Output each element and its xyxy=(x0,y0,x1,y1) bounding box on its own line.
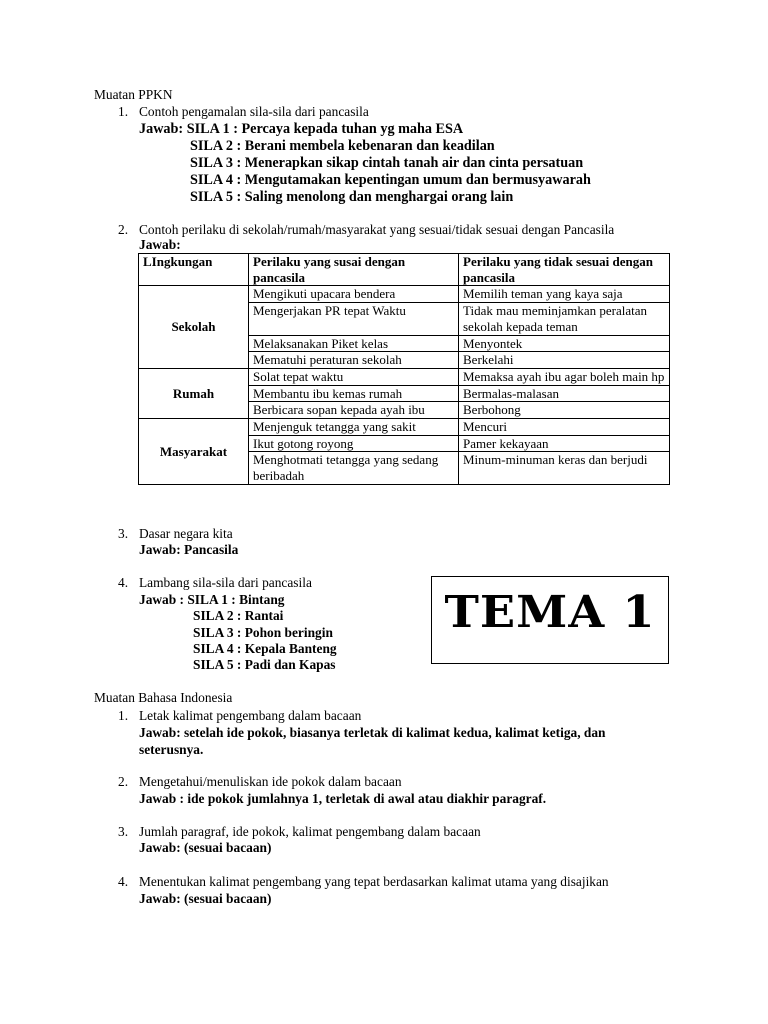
bahasa-q3-question: Jumlah paragraf, ide pokok, kalimat pengembang dalam bacaan xyxy=(139,824,481,839)
table-header: Perilaku yang susai dengan pancasila xyxy=(249,254,459,286)
ppkn-q4-answer-line: SILA 5 : Padi dan Kapas xyxy=(193,657,336,672)
env-cell-sekolah: Sekolah xyxy=(139,286,249,369)
section-heading-ppkn: Muatan PPKN xyxy=(94,87,173,102)
tema-label: TEMA 1 xyxy=(444,587,656,638)
table-row xyxy=(139,419,670,436)
table-cell: Melaksanakan Piket kelas xyxy=(249,335,459,352)
table-header: Perilaku yang tidak sesuai dengan pancasila xyxy=(459,254,670,286)
table-cell: Memilih teman yang kaya saja xyxy=(459,286,670,303)
table-cell: Berbohong xyxy=(459,402,670,419)
table-cell: Mematuhi peraturan sekolah xyxy=(249,352,459,369)
bahasa-q1-answer-line: seterusnya. xyxy=(139,742,204,757)
tema-box xyxy=(431,576,669,664)
ppkn-q3-answer: Jawab: Pancasila xyxy=(139,542,239,557)
ppkn-q4-answer-line: Jawab : SILA 1 : Bintang xyxy=(139,592,285,607)
table-cell: Tidak mau meminjamkan peralatan sekolah kepada teman xyxy=(459,303,670,335)
table-cell: Ikut gotong royong xyxy=(249,435,459,452)
env-cell-rumah: Rumah xyxy=(139,368,249,418)
table-row xyxy=(139,286,670,303)
ppkn-q1-number: 1. xyxy=(118,104,129,119)
ppkn-q4-number: 4. xyxy=(118,575,129,590)
table-cell: Mencuri xyxy=(459,419,670,436)
ppkn-q2-question: Contoh perilaku di sekolah/rumah/masyarakat yang sesuai/tidak sesuai dengan Pancasila xyxy=(139,222,615,237)
bahasa-q1-number: 1. xyxy=(118,708,129,723)
table-cell: Solat tepat waktu xyxy=(249,368,459,385)
ppkn-q1-answer-line: SILA 5 : Saling menolong dan menghargai orang lain xyxy=(190,189,514,205)
table-cell: Membantu ibu kemas rumah xyxy=(249,385,459,402)
table-cell: Mengikuti upacara bendera xyxy=(249,286,459,303)
table-cell: Menghotmati tetangga yang sedang beribadah xyxy=(249,452,459,484)
table-header: LIngkungan xyxy=(139,254,249,286)
bahasa-q3-answer: Jawab: (sesuai bacaan) xyxy=(139,840,272,855)
bahasa-q4-number: 4. xyxy=(118,874,129,889)
bahasa-q4-answer: Jawab: (sesuai bacaan) xyxy=(139,891,272,906)
bahasa-q2-number: 2. xyxy=(118,774,129,789)
bahasa-q1-answer-line: Jawab: setelah ide pokok, biasanya terletak di kalimat kedua, kalimat ketiga, dan xyxy=(139,725,606,740)
ppkn-q3-number: 3. xyxy=(118,526,129,541)
lingkungan-table xyxy=(138,253,670,485)
table-cell: Berkelahi xyxy=(459,352,670,369)
ppkn-q1-question: Contoh pengamalan sila-sila dari pancasila xyxy=(139,104,369,119)
ppkn-q1-answer-line: SILA 3 : Menerapkan sikap cintah tanah air dan cinta persatuan xyxy=(190,155,584,171)
table-cell: Bermalas-malasan xyxy=(459,385,670,402)
ppkn-q4-question: Lambang sila-sila dari pancasila xyxy=(139,575,312,590)
ppkn-q4-answer-line: SILA 3 : Pohon beringin xyxy=(193,625,333,640)
ppkn-q2-number: 2. xyxy=(118,222,129,237)
table-row xyxy=(139,368,670,385)
table-cell: Memaksa ayah ibu agar boleh main hp xyxy=(459,368,670,385)
bahasa-q4-question: Menentukan kalimat pengembang yang tepat berdasarkan kalimat utama yang disajikan xyxy=(139,874,609,889)
env-cell-masyarakat: Masyarakat xyxy=(139,419,249,485)
table-cell: Pamer kekayaan xyxy=(459,435,670,452)
table-cell: Menjenguk tetangga yang sakit xyxy=(249,419,459,436)
ppkn-q1-answer-line: SILA 2 : Berani membela kebenaran dan keadilan xyxy=(190,138,495,154)
ppkn-q4-answer-line: SILA 2 : Rantai xyxy=(193,608,284,623)
table-cell: Mengerjakan PR tepat Waktu xyxy=(249,303,459,335)
ppkn-q3-question: Dasar negara kita xyxy=(139,526,233,541)
bahasa-q2-answer: Jawab : ide pokok jumlahnya 1, terletak di awal atau diakhir paragraf. xyxy=(139,791,547,806)
ppkn-q1-answer-line: SILA 4 : Mengutamakan kepentingan umum dan bermusyawarah xyxy=(190,172,591,188)
ppkn-q1-answer-line: Jawab: SILA 1 : Percaya kepada tuhan yg maha ESA xyxy=(139,121,464,137)
bahasa-q2-question: Mengetahui/menuliskan ide pokok dalam bacaan xyxy=(139,774,402,789)
bahasa-q3-number: 3. xyxy=(118,824,129,839)
table-cell: Menyontek xyxy=(459,335,670,352)
ppkn-q4-answer-line: SILA 4 : Kepala Banteng xyxy=(193,641,337,656)
table-cell: Berbicara sopan kepada ayah ibu xyxy=(249,402,459,419)
bahasa-q1-question: Letak kalimat pengembang dalam bacaan xyxy=(139,708,362,723)
table-cell: Minum-minuman keras dan berjudi xyxy=(459,452,670,484)
section-heading-bahasa: Muatan Bahasa Indonesia xyxy=(94,690,233,705)
ppkn-q2-answer-label: Jawab: xyxy=(139,237,181,252)
